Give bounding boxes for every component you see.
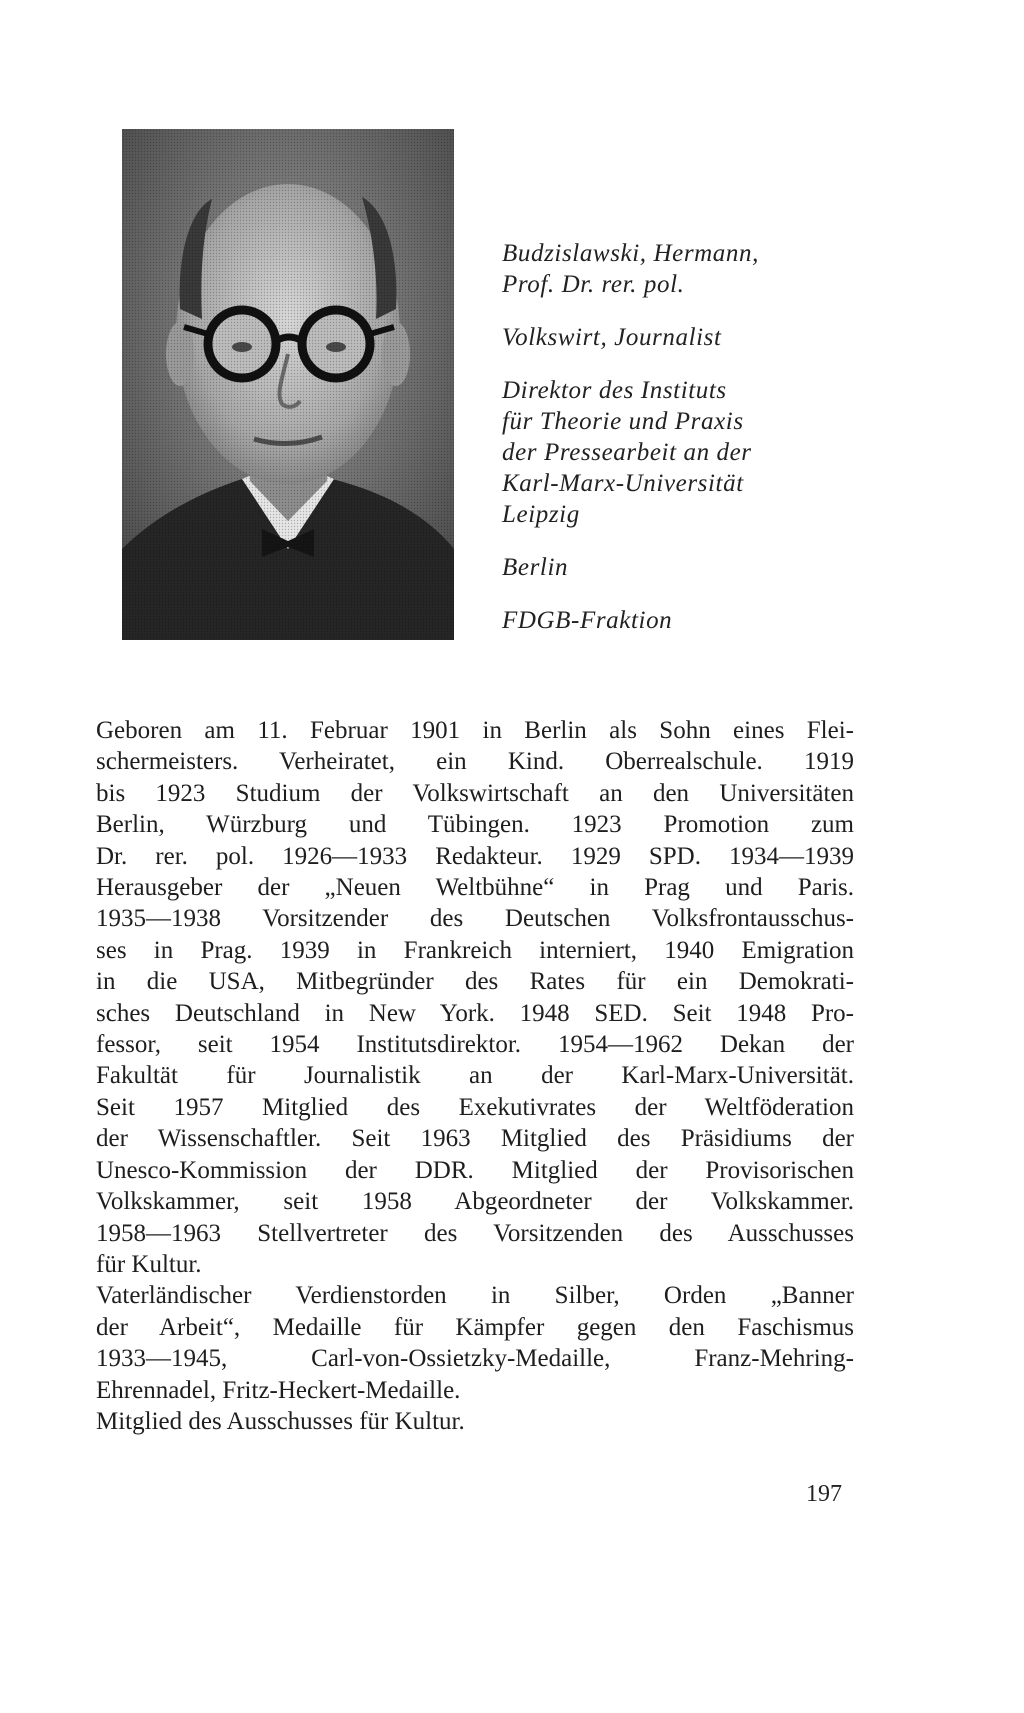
awards-line: Vaterländischer Verdienstorden in Silber, Orden „Banner (96, 1282, 854, 1310)
bio-line: Dr. rer. pol. 1926—1933 Redakteur. 1929 SPD. 1934—1939 (96, 842, 854, 870)
person-occupation: Volkswirt, Journalist (502, 324, 722, 351)
membership-line: Mitglied des Ausschusses für Kultur. (96, 1407, 465, 1435)
bio-line: Seit 1957 Mitglied des Exekutivrates der Weltföderation (96, 1093, 854, 1121)
bio-line: für Kultur. (96, 1250, 202, 1278)
person-name: Budzislawski, Hermann, (502, 240, 759, 267)
bio-line: Unesco-Kommission der DDR. Mitglied der Provisorischen (96, 1156, 854, 1184)
position-line: Karl-Marx-Universität (502, 470, 744, 497)
person-faction: FDGB-Fraktion (502, 607, 673, 634)
awards-line: Ehrennadel, Fritz-Heckert-Medaille. (96, 1376, 461, 1404)
awards-line: der Arbeit“, Medaille für Kämpfer gegen den Faschismus (96, 1313, 854, 1341)
bio-line: 1935—1938 Vorsitzender des Deutschen Volksfrontausschus- (96, 905, 854, 933)
bio-line: sches Deutschland in New York. 1948 SED. Seit 1948 Pro- (96, 999, 854, 1027)
awards-line: 1933—1945, Carl-von-Ossietzky-Medaille, Franz-Mehring- (96, 1345, 854, 1373)
bio-line: Herausgeber der „Neuen Weltbühne“ in Prag und Paris. (96, 874, 854, 902)
bio-line: in die USA, Mitbegründer des Rates für ein Demokrati- (96, 968, 854, 996)
position-line: Leipzig (502, 501, 580, 528)
bio-line: fessor, seit 1954 Institutsdirektor. 1954—1962 Dekan der (96, 1031, 854, 1059)
bio-line: ses in Prag. 1939 in Frankreich interniert, 1940 Emigration (96, 936, 854, 964)
bio-line: schermeisters. Verheiratet, ein Kind. Oberrealschule. 1919 (96, 748, 854, 776)
page-number: 197 (806, 1481, 842, 1507)
bio-line: 1958—1963 Stellvertreter des Vorsitzenden des Ausschusses (96, 1219, 854, 1247)
bio-line: Berlin, Würzburg und Tübingen. 1923 Promotion zum (96, 811, 854, 839)
portrait-photo (122, 129, 454, 640)
person-title: Prof. Dr. rer. pol. (502, 271, 685, 298)
bio-line: der Wissenschaftler. Seit 1963 Mitglied des Präsidiums der (96, 1125, 854, 1153)
position-line: Direktor des Instituts (502, 377, 727, 404)
position-line: der Pressearbeit an der (502, 439, 752, 466)
person-city: Berlin (502, 554, 569, 581)
bio-line: Volkskammer, seit 1958 Abgeordneter der Volkskammer. (96, 1188, 854, 1216)
position-line: für Theorie und Praxis (502, 408, 744, 435)
bio-line: Fakultät für Journalistik an der Karl-Marx-Universität. (96, 1062, 854, 1090)
biography-text (96, 715, 854, 1437)
bio-line: Geboren am 11. Februar 1901 in Berlin als Sohn eines Flei- (96, 717, 854, 744)
bio-line: bis 1923 Studium der Volkswirtschaft an den Universitäten (96, 779, 854, 807)
portrait-image (122, 129, 454, 640)
caption-block (502, 238, 922, 636)
